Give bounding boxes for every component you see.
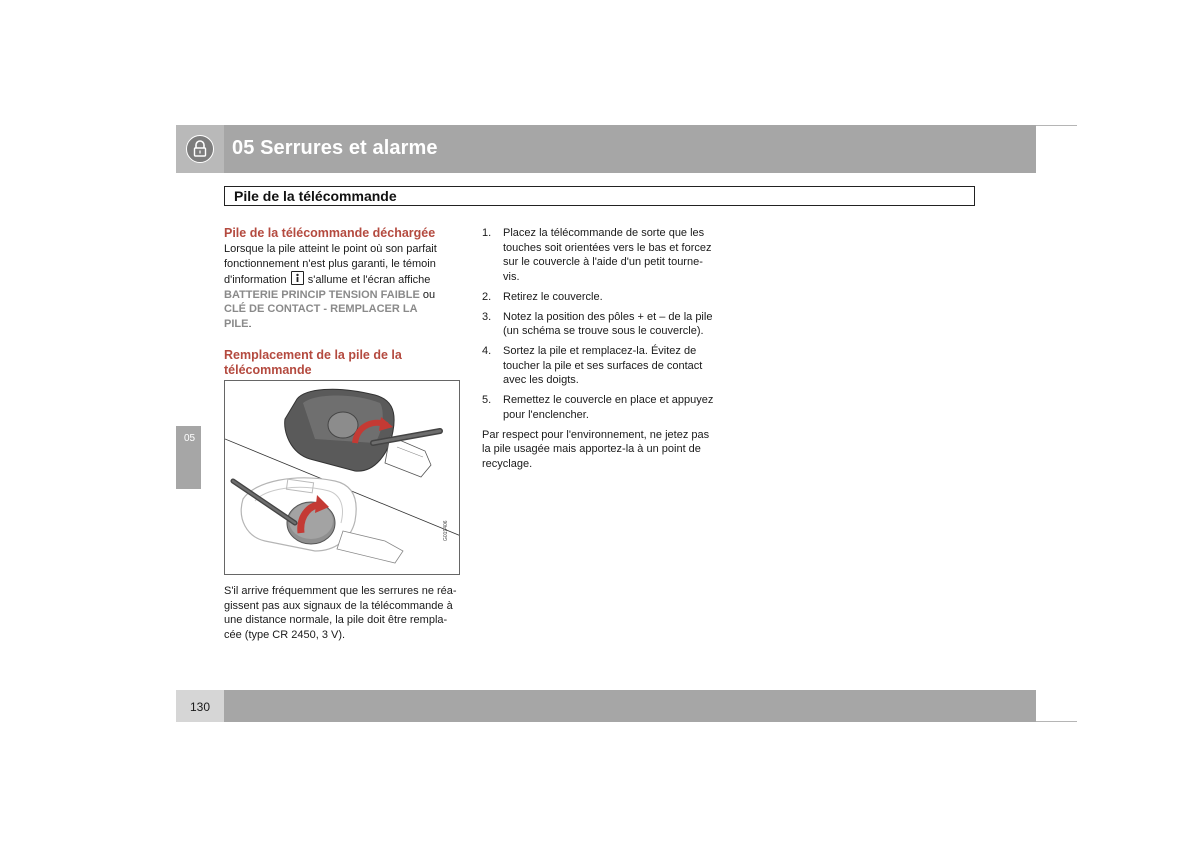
information-icon	[291, 271, 304, 285]
lock-icon	[186, 135, 214, 163]
step-number: 1.	[482, 227, 492, 239]
text-line: Par respect pour l'environnement, ne jetez pas	[482, 428, 710, 441]
step-item	[482, 344, 727, 388]
step-item	[482, 290, 727, 305]
remote-battery-illustration	[224, 380, 460, 575]
illustration-drawing	[225, 381, 460, 575]
text-line: Lorsque la pile atteint le point où son parfait	[224, 243, 437, 255]
step-number: 4.	[482, 345, 492, 357]
text-line: touches soit orientées vers le bas et forcez	[503, 241, 712, 254]
text-line: recyclage.	[482, 457, 533, 470]
paragraph-battery-type	[224, 584, 464, 642]
text-line: Placez la télécommande de sorte que les	[503, 227, 705, 239]
step-item	[482, 226, 727, 284]
text-line: sur le couvercle à l'aide d'un petit tourne-	[503, 256, 703, 268]
subhead-line: télécommande	[224, 363, 312, 377]
paragraph-battery-low	[224, 242, 464, 331]
footer-rule	[1036, 721, 1077, 722]
text-line	[224, 302, 464, 317]
text-line: S'il arrive fréquemment que les serrures ne réa-	[224, 585, 457, 597]
display-message-replace-line2: PILE	[224, 317, 249, 330]
text-fragment: d'information	[224, 274, 287, 286]
step-number: 3.	[482, 310, 492, 323]
subhead-battery-low: Pile de la télécommande déchargée	[224, 226, 436, 240]
text-line: Remettez le couvercle en place et appuyez	[503, 394, 714, 406]
text-line: (un schéma se trouve sous le couvercle).	[503, 325, 704, 337]
text-line: avec les doigts.	[503, 374, 579, 386]
text-line: gissent pas aux signaux de la télécommande à	[224, 599, 453, 612]
page-number: 130	[190, 700, 211, 714]
chapter-title: 05 Serrures et alarme	[232, 137, 438, 159]
text-line: Notez la position des pôles + et – de la pile	[503, 310, 713, 323]
steps-list	[482, 226, 727, 422]
text-line: Sortez la pile et remplacez-la. Évitez de	[503, 345, 697, 357]
text-line	[224, 288, 464, 303]
text-line	[224, 317, 464, 332]
side-tab-label: 05	[184, 433, 196, 444]
text-line: la pile usagée mais apportez-la à un point de	[482, 443, 701, 455]
step-item	[482, 393, 727, 422]
footer-band	[224, 690, 1036, 722]
text-line: fonctionnement n'est plus garanti, le témoin	[224, 257, 436, 270]
text-line: cée (type CR 2450, 3 V).	[224, 628, 346, 641]
recycling-note	[482, 428, 727, 472]
figure-code: G019406	[443, 520, 449, 541]
text-line: une distance normale, la pile doit être rempla-	[224, 614, 448, 626]
text-fragment: .	[248, 317, 252, 330]
text-line: Retirez le couvercle.	[503, 290, 603, 303]
text-line	[224, 271, 464, 288]
display-message-replace-line1: CLÉ DE CONTACT - REMPLACER LA	[224, 303, 418, 315]
display-message-battery-low: BATTERIE PRINCIP TENSION FAIBLE	[224, 288, 420, 301]
subhead-line: Remplacement de la pile de la	[224, 348, 402, 362]
header-rule	[1036, 125, 1077, 126]
text-fragment: s'allume et l'écran affiche	[307, 274, 431, 286]
text-line: toucher la pile et ses surfaces de contact	[503, 359, 703, 372]
text-fragment: ou	[422, 288, 436, 301]
subhead-battery-replacement	[224, 348, 402, 378]
text-line: vis.	[503, 270, 520, 283]
steps-column	[482, 226, 727, 471]
text-line: pour l'enclencher.	[503, 408, 589, 421]
step-number: 2.	[482, 290, 492, 303]
step-number: 5.	[482, 394, 492, 406]
step-item	[482, 310, 727, 339]
section-title: Pile de la télécommande	[234, 188, 397, 204]
